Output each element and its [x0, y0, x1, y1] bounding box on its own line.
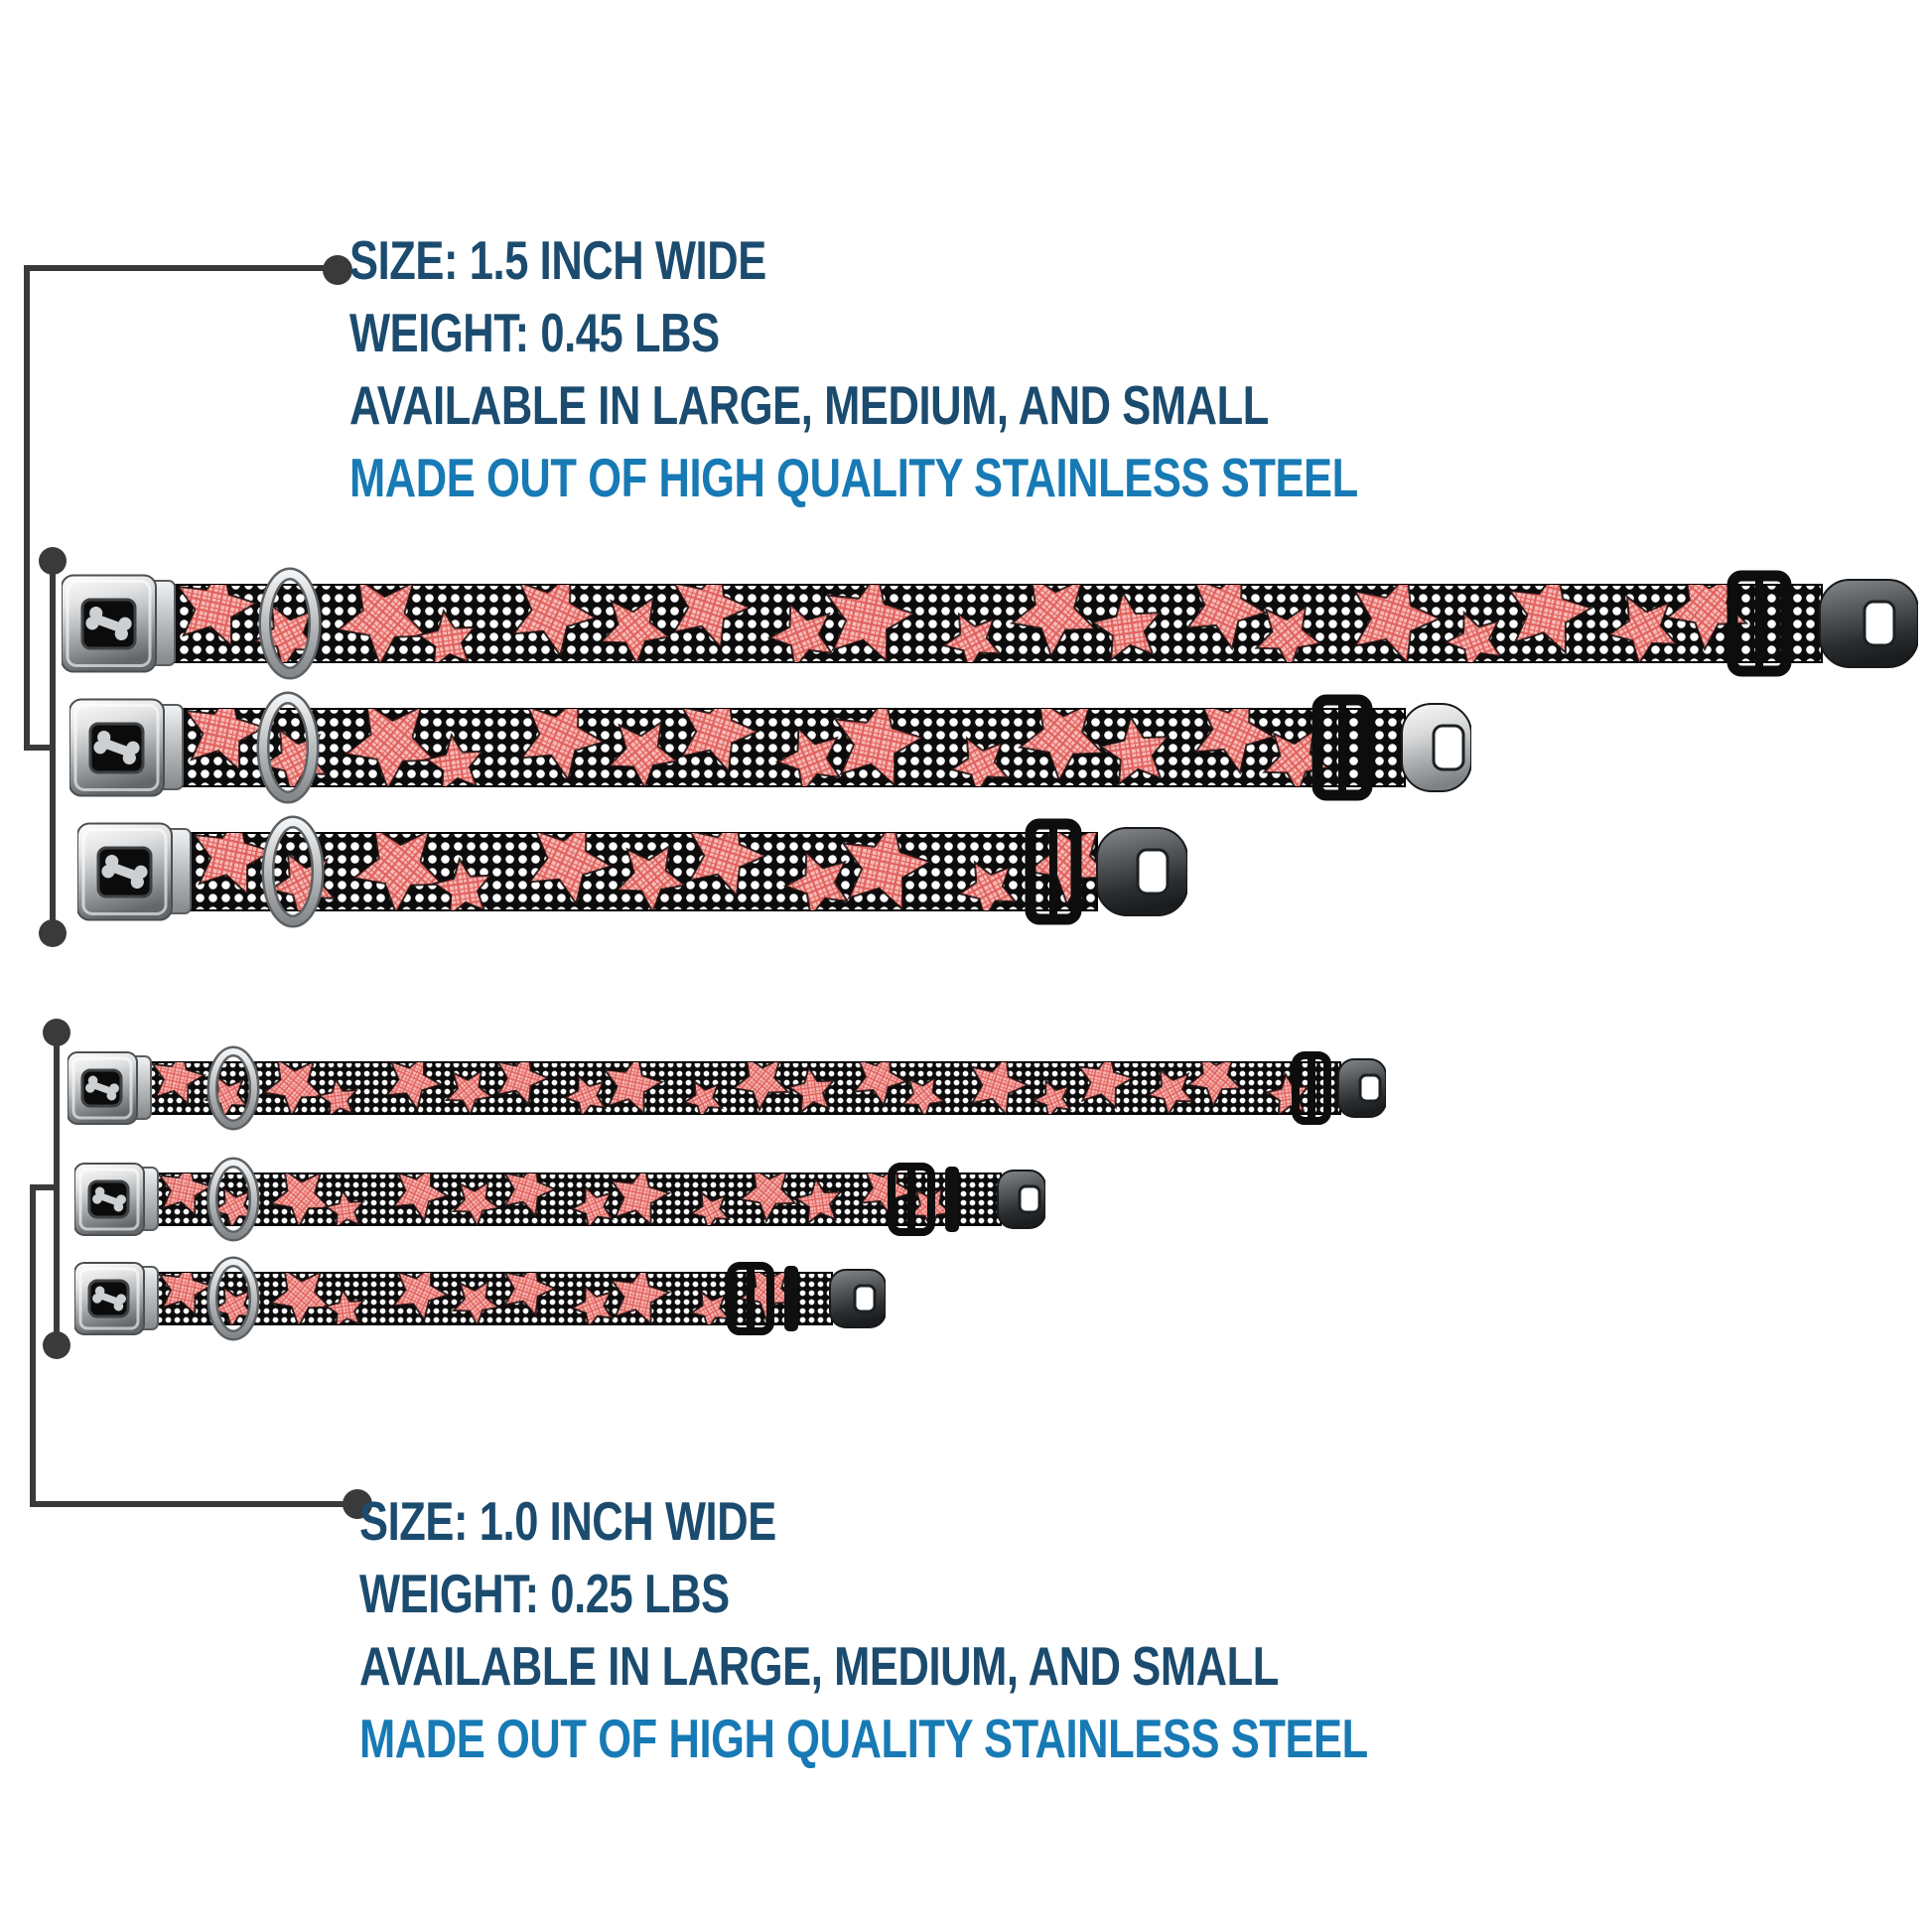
spec-material-small: MADE OUT OF HIGH QUALITY STAINLESS STEEL	[359, 1708, 1368, 1769]
connector-line	[24, 265, 30, 751]
clamp-tab	[1338, 1059, 1386, 1117]
collar-small-medium	[74, 1154, 1045, 1245]
connector-line	[30, 1184, 36, 1507]
collar-large-long	[62, 566, 1918, 681]
seatbelt-buckle	[77, 824, 172, 920]
collar-large-short	[77, 814, 1187, 929]
keeper-bar	[945, 1167, 959, 1232]
connector-dot	[323, 255, 352, 285]
connector-dot	[43, 1019, 70, 1046]
connector-bracket	[50, 561, 56, 933]
collar-small-long	[68, 1042, 1386, 1134]
spec-block-large	[349, 224, 1626, 514]
clamp-tab	[998, 1171, 1045, 1228]
clamp-tab	[1097, 828, 1187, 915]
spec-size-small: SIZE: 1.0 INCH WIDE	[359, 1490, 776, 1552]
spec-weight-small: WEIGHT: 0.25 LBS	[359, 1563, 730, 1624]
spec-block-small	[359, 1485, 1636, 1775]
connector-dot	[43, 1331, 70, 1359]
spec-availability-large: AVAILABLE IN LARGE, MEDIUM, AND SMALL	[349, 374, 1269, 436]
clamp-tab	[1402, 704, 1471, 791]
keeper-bar	[784, 1266, 798, 1331]
seatbelt-buckle	[69, 700, 164, 796]
clamp-tab	[1820, 580, 1918, 667]
seatbelt-buckle	[74, 1263, 144, 1334]
spec-size-large: SIZE: 1.5 INCH WIDE	[349, 229, 766, 291]
spec-weight-large: WEIGHT: 0.45 LBS	[349, 302, 720, 363]
spec-material-large: MADE OUT OF HIGH QUALITY STAINLESS STEEL	[349, 447, 1358, 508]
collar-small-short	[74, 1253, 886, 1344]
connector-dot	[39, 919, 67, 947]
connector-line	[24, 265, 338, 271]
seatbelt-buckle	[68, 1052, 137, 1124]
clamp-tab	[830, 1270, 886, 1327]
collar-large-medium	[69, 690, 1471, 805]
seatbelt-buckle	[74, 1164, 144, 1235]
seatbelt-buckle	[62, 576, 156, 672]
spec-availability-small: AVAILABLE IN LARGE, MEDIUM, AND SMALL	[359, 1635, 1279, 1697]
connector-line	[30, 1501, 349, 1507]
